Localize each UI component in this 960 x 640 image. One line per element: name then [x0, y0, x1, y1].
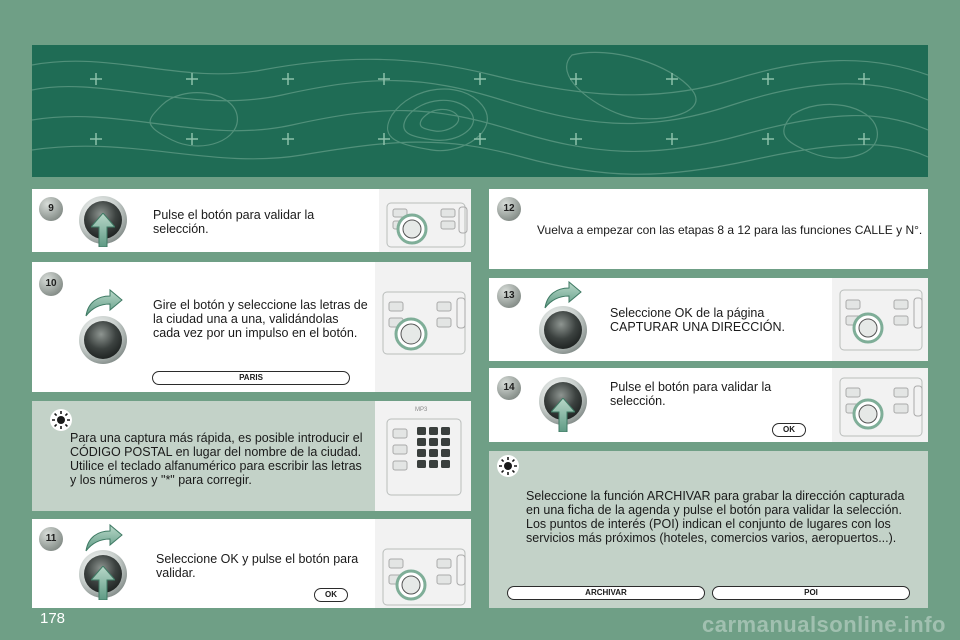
- step-instruction: Seleccione OK de la página CAPTURAR UNA DIRECCIÓN.: [610, 306, 786, 334]
- step-11-panel: [32, 519, 471, 608]
- step-9-panel: [32, 189, 471, 252]
- rotary-knob-icon: [538, 305, 588, 355]
- step-number-badge: 13: [497, 284, 521, 308]
- step-10-panel: [32, 262, 471, 392]
- topographic-pattern: [32, 45, 928, 177]
- keypad-illustration: [375, 401, 471, 511]
- keypad-label: MP3: [415, 407, 428, 413]
- step-14-panel: [489, 368, 928, 442]
- archivar-button[interactable]: ARCHIVAR: [507, 586, 705, 600]
- radio-control-illustration: [832, 368, 928, 442]
- paris-field[interactable]: PARIS: [152, 371, 350, 385]
- step-instruction: Vuelva a empezar con las etapas 8 a 12 para las funciones CALLE y N°.: [537, 223, 923, 237]
- step-instruction: Seleccione OK y pulse el botón para validar.: [156, 552, 359, 580]
- step-13-panel: [489, 278, 928, 361]
- radio-control-illustration: [379, 189, 471, 252]
- press-arrow-icon: [91, 566, 115, 600]
- rotary-knob-icon: [78, 315, 128, 365]
- ok-button[interactable]: OK: [314, 588, 348, 602]
- step-12-panel: [489, 189, 928, 269]
- radio-control-illustration: [375, 519, 471, 608]
- tip-archive-panel: [489, 451, 928, 608]
- step-number-badge: 10: [39, 272, 63, 296]
- tip-postal-code-panel: [32, 401, 471, 511]
- page-number: 178: [40, 610, 66, 627]
- radio-control-illustration: [832, 278, 928, 361]
- step-instruction: Pulse el botón para validar la selección.: [610, 380, 772, 408]
- press-arrow-icon: [551, 398, 575, 432]
- watermark: carmanualsonline.info: [702, 612, 946, 637]
- tip-icon: [497, 455, 519, 477]
- tip-text: Para una captura más rápida, es posible introducir el CÓDIGO POSTAL en lugar del nombre de la ciudad. Utilice el teclado alfanumérico para escribir las letras y los números y "*" para corregir.: [70, 431, 363, 487]
- tip-text: Seleccione la función ARCHIVAR para grabar la dirección capturada en una ficha de la agenda y pulse el botón para validar la selección. Los puntos de interés (POI) indican el conjunto de lugares con los servicios más próximos (hoteles, comercios varios, aeropuertos...).: [526, 489, 905, 545]
- step-number-badge: 14: [497, 376, 521, 400]
- radio-control-illustration: [375, 262, 471, 392]
- ok-button[interactable]: OK: [772, 423, 806, 437]
- press-arrow-icon: [91, 213, 115, 247]
- header-banner: [32, 45, 928, 177]
- step-number-badge: 11: [39, 527, 63, 551]
- step-instruction: Gire el botón y seleccione las letras de la ciudad una a una, validándolas cada vez por un impulso en el botón.: [153, 298, 368, 340]
- step-number-badge: 12: [497, 197, 521, 221]
- rotate-arrow-icon: [84, 288, 124, 318]
- tip-icon: [50, 409, 72, 431]
- step-number-badge: 9: [39, 197, 63, 221]
- step-instruction: Pulse el botón para validar la selección.: [153, 208, 315, 236]
- poi-button[interactable]: POI: [712, 586, 910, 600]
